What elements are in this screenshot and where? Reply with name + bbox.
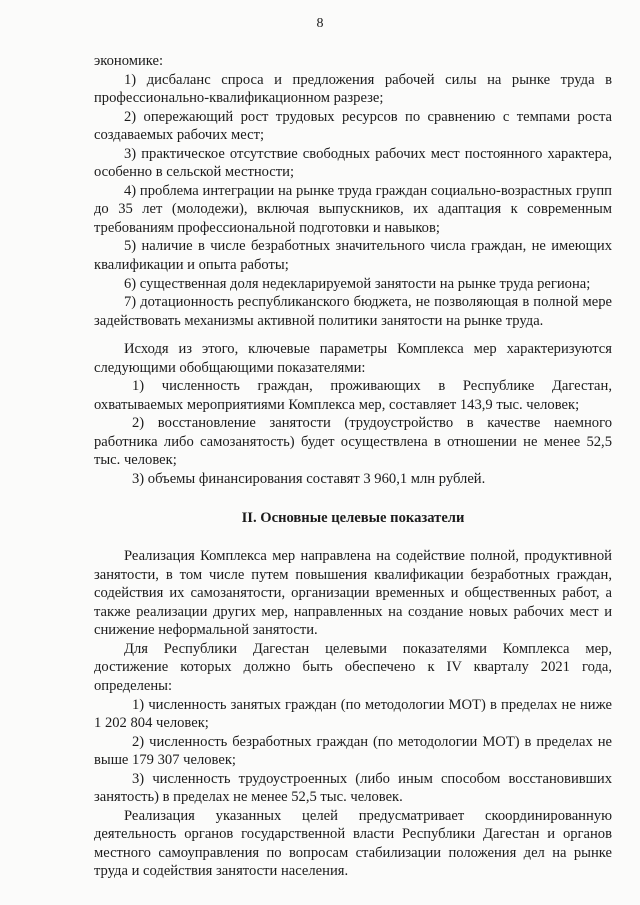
targets-list (94, 696, 612, 807)
section-title: II. Основные целевые показатели (241, 509, 465, 526)
problem-item: 6) существенная доля недекларируемой занятости на рынке труда региона; (124, 275, 591, 292)
param-item: 2) восстановление занятости (трудоустройство в качестве наемного работника либо самозанятость) будет осуществлена в отношении не менее 52,5 тыс. человек; (94, 415, 612, 469)
problem-item: 7) дотационность республиканского бюджета, не позволяющая в полной мере задействовать механизмы активной политики занятости на рынке труда. (94, 294, 612, 329)
params-list (94, 377, 612, 488)
params-intro: Исходя из этого, ключевые параметры Комплекса мер характеризуются следующими обобщающими показателями: (94, 341, 612, 376)
page-number: 8 (316, 16, 324, 31)
section-intro: Реализация Комплекса мер направлена на содействие полной, продуктивной занятости, в том числе путем повышения квалификации безработных граждан, содействия их самозанятости, организации временных и общественных работ, а также реализации других мер, направленных на создание новых рабочих мест и снижение неформальной занятости. (94, 548, 612, 639)
document-body (94, 52, 612, 881)
target-item: 3) численность трудоустроенных (либо иным способом восстановивших занятость) в пределах не менее 52,5 тыс. человек. (94, 770, 612, 806)
intro-tail: экономике: (94, 53, 164, 69)
param-item: 3) объемы финансирования составят 3 960,1 млн рублей. (132, 471, 486, 488)
conclusion: Реализация указанных целей предусматривает скоординированную деятельность органов государственной власти Республики Дагестан и органов местного самоуправления по вопросам стабилизации положения дел на рынке труда и содействия занятости населения. (94, 807, 612, 880)
param-item: 1) численность граждан, проживающих в Республике Дагестан, охватываемых мероприятиями Комплекса мер, составляет 143,9 тыс. человек; (94, 378, 612, 413)
problem-item: 1) дисбаланс спроса и предложения рабочей силы на рынке труда в профессионально-квалификационном разрезе; (94, 71, 612, 107)
problem-item: 3) практическое отсутствие свободных рабочих мест постоянного характера, особенно в сельской местности; (94, 145, 612, 181)
targets-intro: Для Республики Дагестан целевыми показателями Комплекса мер, достижение которых должно быть обеспечено к IV кварталу 2021 года, определены: (94, 640, 612, 694)
problem-item: 5) наличие в числе безработных значительного числа граждан, не имеющих квалификации и опыта работы; (94, 238, 612, 274)
problem-item: 2) опережающий рост трудовых ресурсов по сравнению с темпами роста создаваемых рабочих мест; (94, 108, 612, 144)
target-item: 2) численность безработных граждан (по методологии МОТ) в пределах не выше 179 307 человек; (94, 733, 612, 769)
problems-list (94, 71, 612, 331)
target-item: 1) численность занятых граждан (по методологии МОТ) в пределах не ниже 1 202 804 человек; (94, 696, 612, 732)
problem-item: 4) проблема интеграции на рынке труда граждан социально-возрастных групп до 35 лет (молодежи), включая выпускников, их адаптация к современным требованиям профессиональной подготовки и навыков; (94, 182, 612, 236)
